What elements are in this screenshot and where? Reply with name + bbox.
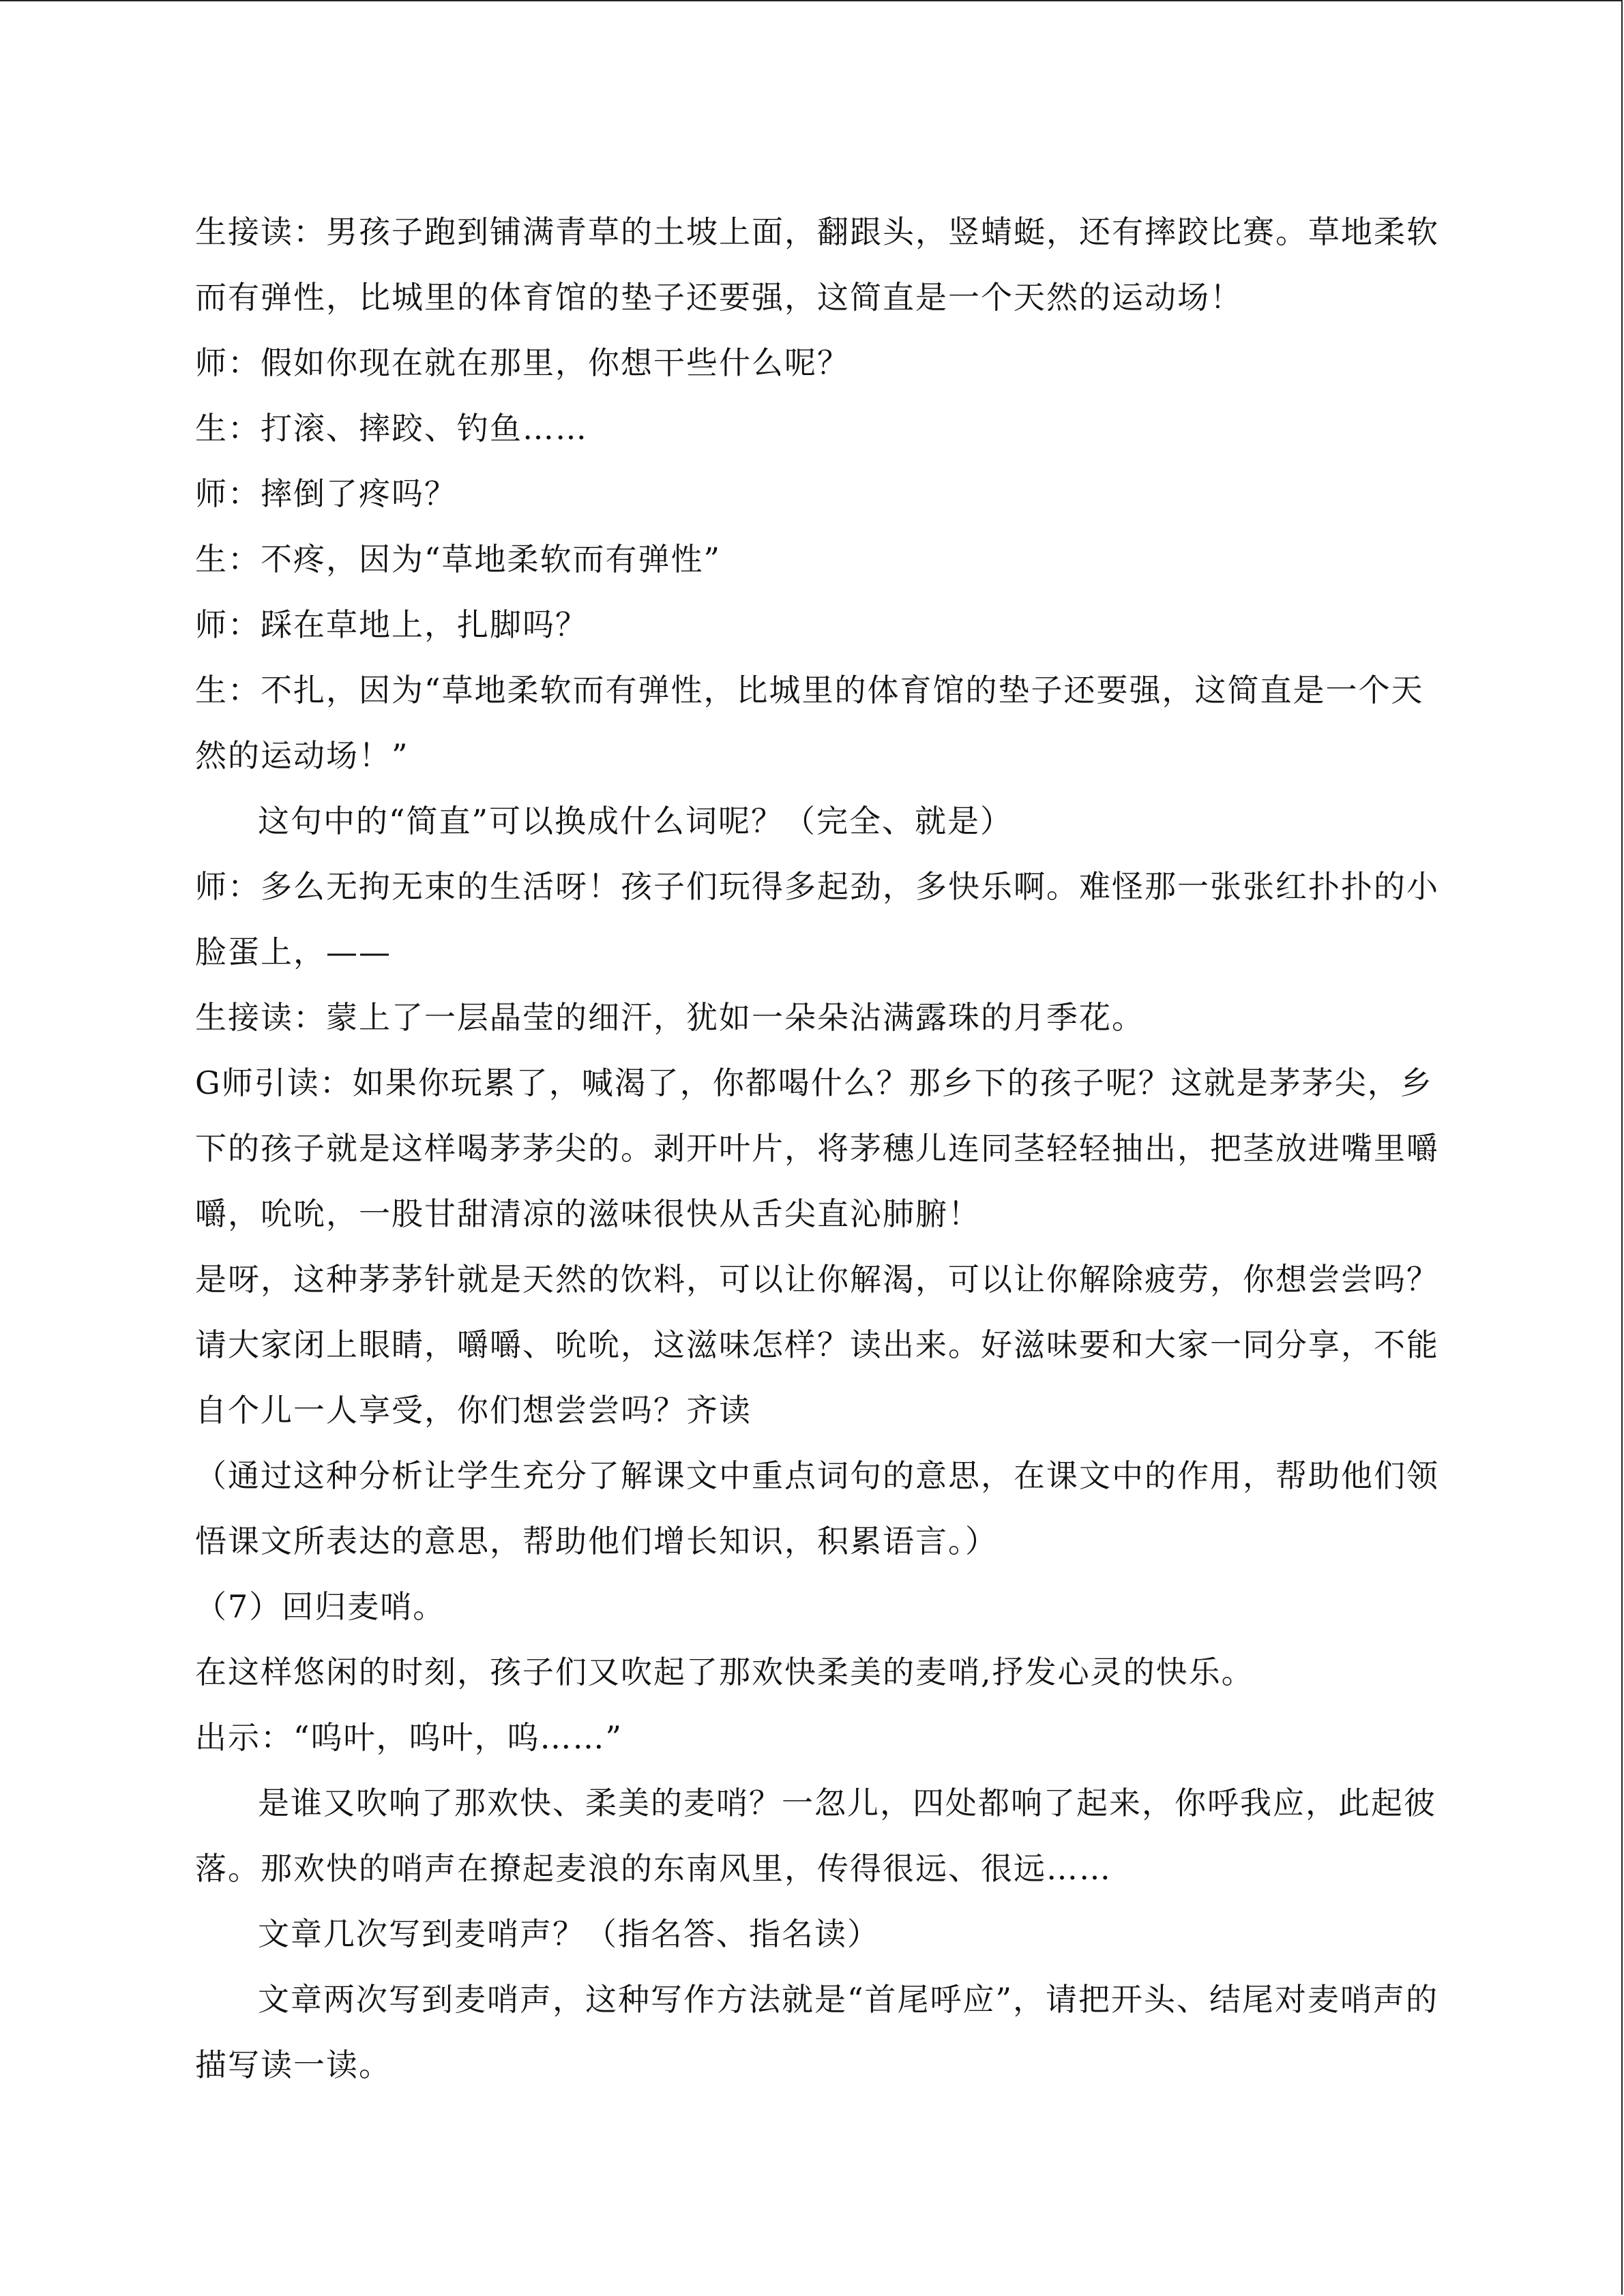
paragraph-4: 师：摔倒了疼吗？ bbox=[195, 475, 457, 512]
paragraph-16: 出示：“呜叶，呜叶，呜……” bbox=[195, 1719, 623, 1756]
paragraph-17: 是谁又吹响了那欢快、柔美的麦哨？一忽儿，四处都响了起来，你呼我应，此起彼落。那欢快的哨声在撩起麦浪的东南风里，传得很远、很远…… bbox=[195, 1785, 1436, 1887]
document-body bbox=[195, 199, 1443, 2098]
paragraph-12: 是呀，这种茅茅针就是天然的饮料，可以让你解渴，可以让你解除疲劳，你想尝尝吗？请大家闭上眼睛，嚼嚼、吮吮，这滋味怎样？读出来。好滋味要和大家一同分享，不能自个儿一人享受，你们想尝尝吗？齐读 bbox=[195, 1261, 1439, 1429]
paragraph-1: 生接读：男孩子跑到铺满青草的土坡上面，翻跟头，竖蜻蜓，还有摔跤比赛。草地柔软而有弹性，比城里的体育馆的垫子还要强，这简直是一个天然的运动场！ bbox=[195, 213, 1439, 316]
paragraph-15: 在这样悠闲的时刻，孩子们又吹起了那欢快柔美的麦哨,抒发心灵的快乐。 bbox=[195, 1654, 1254, 1690]
paragraph-9: 师：多么无拘无束的生活呀！孩子们玩得多起劲，多快乐啊。难怪那一张张红扑扑的小脸蛋上，—— bbox=[195, 868, 1439, 970]
paragraph-7: 生：不扎，因为“草地柔软而有弹性，比城里的体育馆的垫子还要强，这简直是一个天然的运动场！” bbox=[195, 672, 1424, 774]
paragraph-2: 师：假如你现在就在那里，你想干些什么呢？ bbox=[195, 344, 850, 381]
paragraph-11: G师引读：如果你玩累了，喊渴了，你都喝什么？那乡下的孩子呢？这就是茅茅尖，乡下的孩子就是这样喝茅茅尖的。剥开叶片，将茅穗儿连同茎轻轻抽出，把茎放进嘴里嚼嚼，吮吮，一股甘甜清凉的滋味很快从舌尖直沁肺腑！ bbox=[195, 1064, 1439, 1232]
paragraph-3: 生：打滚、摔跤、钓鱼…… bbox=[195, 410, 588, 447]
paragraph-10: 生接读：蒙上了一层晶莹的细汗，犹如一朵朵沾满露珠的月季花。 bbox=[195, 999, 1145, 1036]
paragraph-18: 文章几次写到麦哨声？（指名答、指名读） bbox=[258, 1915, 880, 1952]
paragraph-5: 生：不疼，因为“草地柔软而有弹性” bbox=[195, 541, 722, 578]
paragraph-6: 师：踩在草地上，扎脚吗？ bbox=[195, 606, 588, 643]
paragraph-14: （7）回归麦哨。 bbox=[195, 1588, 446, 1625]
paragraph-19: 文章两次写到麦哨声，这种写作方法就是“首尾呼应”，请把开头、结尾对麦哨声的描写读一读。 bbox=[195, 1981, 1439, 2083]
paragraph-13: （通过这种分析让学生充分了解课文中重点词句的意思，在课文中的作用，帮助他们领悟课文所表达的意思，帮助他们增长知识，积累语言。） bbox=[195, 1457, 1439, 1560]
paragraph-8: 这句中的“简直”可以换成什么词呢？（完全、就是） bbox=[258, 803, 1014, 839]
